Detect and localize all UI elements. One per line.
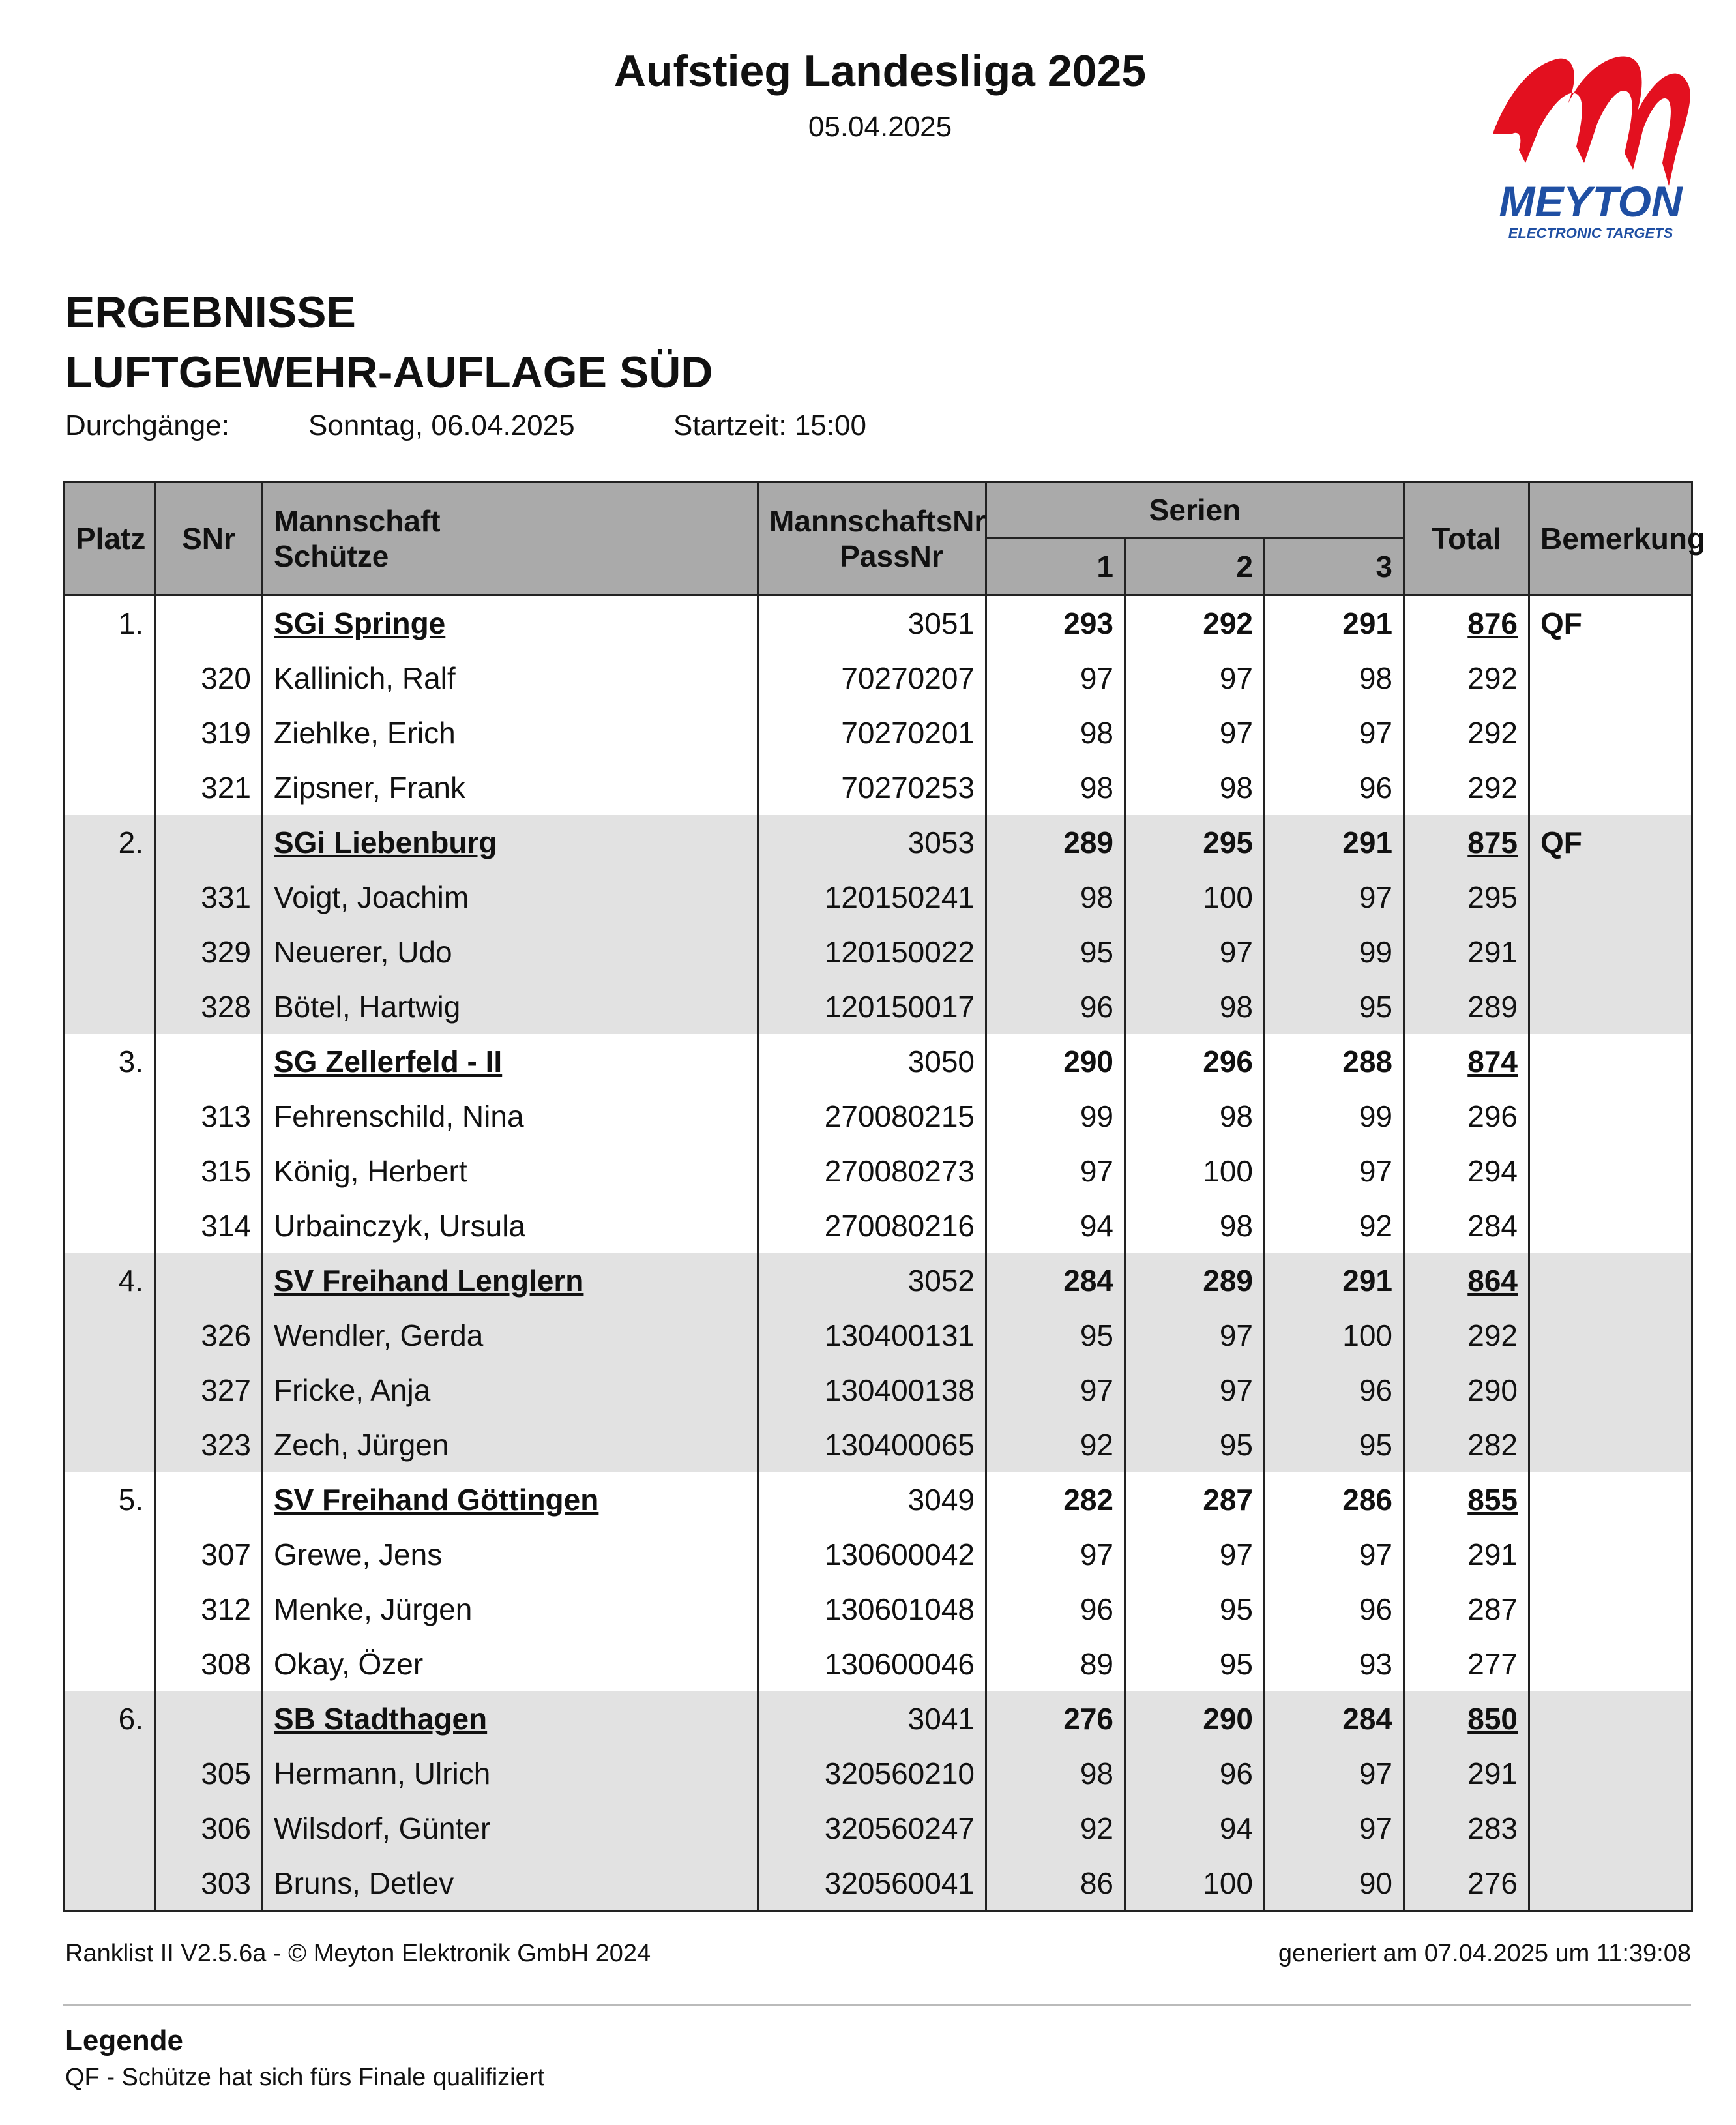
shooter-name: Wendler, Gerda [263, 1308, 758, 1363]
shooter-passnr: 70270207 [758, 651, 986, 706]
team-snr [155, 1034, 263, 1089]
team-total: 874 [1404, 1034, 1529, 1089]
shooter-serie-2: 97 [1125, 925, 1265, 979]
shooter-bemerkung [1529, 870, 1692, 925]
shooter-passnr: 320560041 [758, 1856, 986, 1912]
shooter-name: Hermann, Ulrich [263, 1746, 758, 1801]
shooter-serie-2: 95 [1125, 1418, 1265, 1472]
shooter-row [65, 979, 1692, 1034]
shooter-snr: 306 [155, 1801, 263, 1856]
shooter-snr: 328 [155, 979, 263, 1034]
team-row [65, 815, 1692, 870]
page-title: Aufstieg Landesliga 2025 [613, 46, 1147, 96]
col-mannschaftsnr-label: MannschaftsNr [769, 503, 986, 538]
shooter-total: 294 [1404, 1144, 1529, 1198]
shooter-total: 287 [1404, 1582, 1529, 1637]
page-date: 05.04.2025 [808, 111, 952, 143]
team-name: SGi Springe [263, 595, 758, 651]
col-passnr-label: PassNr [840, 539, 943, 573]
shooter-snr: 331 [155, 870, 263, 925]
shooter-name: Kallinich, Ralf [263, 651, 758, 706]
shooter-total: 292 [1404, 760, 1529, 815]
shooter-serie-1: 98 [986, 706, 1125, 760]
shooter-row [65, 1089, 1692, 1144]
team-serie-1: 293 [986, 595, 1125, 651]
shooter-snr: 329 [155, 925, 263, 979]
shooter-serie-2: 100 [1125, 1856, 1265, 1912]
shooter-serie-2: 98 [1125, 760, 1265, 815]
shooter-platz [65, 1856, 155, 1912]
team-serie-2: 290 [1125, 1691, 1265, 1746]
shooter-row [65, 1418, 1692, 1472]
team-row [65, 595, 1692, 651]
shooter-total: 276 [1404, 1856, 1529, 1912]
team-total: 876 [1404, 595, 1529, 651]
team-platz: 3. [65, 1034, 155, 1089]
shooter-platz [65, 1198, 155, 1253]
shooter-serie-1: 96 [986, 979, 1125, 1034]
shooter-serie-2: 97 [1125, 1363, 1265, 1418]
table-header [65, 482, 1706, 595]
shooter-snr: 313 [155, 1089, 263, 1144]
results-table [63, 481, 1706, 1912]
shooter-passnr: 320560247 [758, 1801, 986, 1856]
team-nr: 3050 [758, 1034, 986, 1089]
shooter-platz [65, 1527, 155, 1582]
shooter-total: 296 [1404, 1089, 1529, 1144]
team-row [65, 1691, 1692, 1746]
team-total: 875 [1404, 815, 1529, 870]
shooter-name: Grewe, Jens [263, 1527, 758, 1582]
shooter-passnr: 130400138 [758, 1363, 986, 1418]
durchgaenge-value: Sonntag, 06.04.2025 [308, 409, 575, 441]
shooter-passnr: 130601048 [758, 1582, 986, 1637]
team-name: SG Zellerfeld - II [263, 1034, 758, 1089]
shooter-serie-3: 97 [1265, 1746, 1404, 1801]
shooter-row [65, 925, 1692, 979]
col-platz: Platz [65, 482, 155, 595]
team-platz: 1. [65, 595, 155, 651]
shooter-serie-1: 94 [986, 1198, 1125, 1253]
shooter-passnr: 270080273 [758, 1144, 986, 1198]
shooter-passnr: 70270253 [758, 760, 986, 815]
shooter-serie-1: 97 [986, 651, 1125, 706]
shooter-bemerkung [1529, 925, 1692, 979]
shooter-snr: 314 [155, 1198, 263, 1253]
meyton-tagline: ELECTRONIC TARGETS [1508, 225, 1673, 241]
legend-title: Legende [65, 2025, 183, 2057]
team-total: 864 [1404, 1253, 1529, 1308]
col-total: Total [1404, 482, 1529, 595]
shooter-snr: 321 [155, 760, 263, 815]
shooter-serie-3: 93 [1265, 1637, 1404, 1691]
shooter-platz [65, 1582, 155, 1637]
footer-divider [63, 2004, 1691, 2006]
team-serie-3: 291 [1265, 595, 1404, 651]
team-snr [155, 1253, 263, 1308]
shooter-snr: 303 [155, 1856, 263, 1912]
team-snr [155, 595, 263, 651]
col-serie-1: 1 [986, 539, 1125, 595]
shooter-serie-2: 96 [1125, 1746, 1265, 1801]
shooter-serie-2: 98 [1125, 979, 1265, 1034]
col-bemerkung: Bemerkung [1529, 482, 1692, 595]
shooter-serie-2: 97 [1125, 651, 1265, 706]
team-bemerkung: QF [1529, 595, 1692, 651]
shooter-total: 277 [1404, 1637, 1529, 1691]
shooter-serie-3: 97 [1265, 706, 1404, 760]
shooter-passnr: 120150241 [758, 870, 986, 925]
team-bemerkung [1529, 1691, 1692, 1746]
shooter-snr: 312 [155, 1582, 263, 1637]
shooter-total: 292 [1404, 651, 1529, 706]
col-mannschaft-label: Mannschaft [274, 503, 441, 538]
team-serie-3: 284 [1265, 1691, 1404, 1746]
shooter-serie-2: 97 [1125, 1308, 1265, 1363]
shooter-serie-3: 96 [1265, 760, 1404, 815]
shooter-serie-1: 97 [986, 1144, 1125, 1198]
shooter-passnr: 320560210 [758, 1746, 986, 1801]
team-serie-1: 289 [986, 815, 1125, 870]
shooter-total: 283 [1404, 1801, 1529, 1856]
team-serie-1: 284 [986, 1253, 1125, 1308]
col-serie-2: 2 [1125, 539, 1265, 595]
startzeit: Startzeit: 15:00 [673, 409, 866, 441]
shooter-serie-2: 98 [1125, 1089, 1265, 1144]
team-name: SV Freihand Göttingen [263, 1472, 758, 1527]
team-bemerkung [1529, 1253, 1692, 1308]
shooter-serie-2: 95 [1125, 1637, 1265, 1691]
shooter-serie-3: 96 [1265, 1363, 1404, 1418]
team-row [65, 1253, 1692, 1308]
shooter-passnr: 130400131 [758, 1308, 986, 1363]
shooter-row [65, 1801, 1692, 1856]
shooter-serie-2: 97 [1125, 706, 1265, 760]
shooter-serie-1: 97 [986, 1527, 1125, 1582]
shooter-name: Okay, Özer [263, 1637, 758, 1691]
shooter-bemerkung [1529, 1089, 1692, 1144]
shooter-bemerkung [1529, 1308, 1692, 1363]
team-platz: 5. [65, 1472, 155, 1527]
meyton-wordmark: MEYTON [1499, 177, 1683, 226]
shooter-total: 292 [1404, 1308, 1529, 1363]
shooter-name: Fehrenschild, Nina [263, 1089, 758, 1144]
col-mannschaft [263, 482, 758, 595]
meyton-m-icon [1493, 57, 1690, 186]
shooter-name: Zipsner, Frank [263, 760, 758, 815]
shooter-name: Neuerer, Udo [263, 925, 758, 979]
team-name: SB Stadthagen [263, 1691, 758, 1746]
heading-discipline: LUFTGEWEHR-AUFLAGE SÜD [65, 348, 713, 397]
shooter-serie-3: 95 [1265, 1418, 1404, 1472]
shooter-platz [65, 760, 155, 815]
shooter-platz [65, 1637, 155, 1691]
shooter-snr: 308 [155, 1637, 263, 1691]
team-serie-3: 286 [1265, 1472, 1404, 1527]
shooter-serie-1: 92 [986, 1801, 1125, 1856]
shooter-serie-1: 98 [986, 1746, 1125, 1801]
team-serie-3: 291 [1265, 815, 1404, 870]
shooter-bemerkung [1529, 1198, 1692, 1253]
shooter-snr: 315 [155, 1144, 263, 1198]
shooter-serie-3: 97 [1265, 870, 1404, 925]
shooter-row [65, 760, 1692, 815]
shooter-row [65, 1144, 1692, 1198]
shooter-row [65, 1527, 1692, 1582]
shooter-passnr: 130400065 [758, 1418, 986, 1472]
shooter-name: Wilsdorf, Günter [263, 1801, 758, 1856]
shooter-serie-3: 97 [1265, 1801, 1404, 1856]
shooter-bemerkung [1529, 1363, 1692, 1418]
shooter-name: König, Herbert [263, 1144, 758, 1198]
shooter-serie-1: 95 [986, 925, 1125, 979]
team-name: SGi Liebenburg [263, 815, 758, 870]
shooter-platz [65, 706, 155, 760]
shooter-passnr: 130600042 [758, 1527, 986, 1582]
col-schuetze-label: Schütze [274, 539, 389, 573]
shooter-serie-2: 94 [1125, 1801, 1265, 1856]
col-serie-3: 3 [1265, 539, 1404, 595]
shooter-name: Menke, Jürgen [263, 1582, 758, 1637]
shooter-platz [65, 651, 155, 706]
shooter-snr: 320 [155, 651, 263, 706]
shooter-total: 295 [1404, 870, 1529, 925]
shooter-serie-1: 99 [986, 1089, 1125, 1144]
team-serie-2: 295 [1125, 815, 1265, 870]
durchgaenge-label: Durchgänge: [65, 409, 229, 441]
shooter-name: Voigt, Joachim [263, 870, 758, 925]
shooter-serie-2: 97 [1125, 1527, 1265, 1582]
shooter-total: 289 [1404, 979, 1529, 1034]
shooter-bemerkung [1529, 760, 1692, 815]
shooter-snr: 307 [155, 1527, 263, 1582]
shooter-total: 291 [1404, 1746, 1529, 1801]
shooter-passnr: 270080216 [758, 1198, 986, 1253]
footer-generated: generiert am 07.04.2025 um 11:39:08 [1278, 1940, 1691, 1967]
shooter-serie-3: 99 [1265, 925, 1404, 979]
col-nr [758, 482, 986, 595]
footer-version: Ranklist II V2.5.6a - © Meyton Elektronik GmbH 2024 [65, 1940, 651, 1967]
shooter-serie-3: 97 [1265, 1527, 1404, 1582]
shooter-snr: 326 [155, 1308, 263, 1363]
shooter-row [65, 1363, 1692, 1418]
shooter-row [65, 1746, 1692, 1801]
shooter-serie-1: 97 [986, 1363, 1125, 1418]
col-serien: Serien [986, 482, 1404, 539]
legend-text: QF - Schütze hat sich fürs Finale qualifiziert [65, 2064, 544, 2091]
shooter-row [65, 706, 1692, 760]
shooter-name: Bötel, Hartwig [263, 979, 758, 1034]
team-row [65, 1472, 1692, 1527]
team-nr: 3052 [758, 1253, 986, 1308]
team-serie-3: 288 [1265, 1034, 1404, 1089]
team-serie-3: 291 [1265, 1253, 1404, 1308]
shooter-platz [65, 1363, 155, 1418]
shooter-platz [65, 979, 155, 1034]
team-nr: 3053 [758, 815, 986, 870]
shooter-bemerkung [1529, 1856, 1692, 1912]
shooter-serie-3: 95 [1265, 979, 1404, 1034]
shooter-serie-3: 100 [1265, 1308, 1404, 1363]
shooter-platz [65, 925, 155, 979]
shooter-serie-2: 100 [1125, 870, 1265, 925]
team-bemerkung [1529, 1034, 1692, 1089]
shooter-serie-1: 98 [986, 870, 1125, 925]
shooter-row [65, 1198, 1692, 1253]
shooter-serie-3: 92 [1265, 1198, 1404, 1253]
shooter-row [65, 1582, 1692, 1637]
shooter-platz [65, 1144, 155, 1198]
shooter-bemerkung [1529, 1637, 1692, 1691]
shooter-row [65, 651, 1692, 706]
shooter-serie-1: 86 [986, 1856, 1125, 1912]
team-bemerkung [1529, 1472, 1692, 1527]
shooter-serie-1: 92 [986, 1418, 1125, 1472]
shooter-row [65, 1856, 1692, 1912]
shooter-serie-1: 89 [986, 1637, 1125, 1691]
shooter-total: 292 [1404, 706, 1529, 760]
team-serie-2: 296 [1125, 1034, 1265, 1089]
shooter-snr: 319 [155, 706, 263, 760]
team-serie-1: 276 [986, 1691, 1125, 1746]
team-row [65, 1034, 1692, 1089]
team-serie-2: 287 [1125, 1472, 1265, 1527]
shooter-snr: 327 [155, 1363, 263, 1418]
team-serie-1: 282 [986, 1472, 1125, 1527]
shooter-bemerkung [1529, 1582, 1692, 1637]
shooter-platz [65, 870, 155, 925]
shooter-name: Urbainczyk, Ursula [263, 1198, 758, 1253]
shooter-platz [65, 1089, 155, 1144]
shooter-row [65, 1308, 1692, 1363]
shooter-snr: 305 [155, 1746, 263, 1801]
team-total: 850 [1404, 1691, 1529, 1746]
shooter-total: 291 [1404, 925, 1529, 979]
team-snr [155, 815, 263, 870]
shooter-passnr: 70270201 [758, 706, 986, 760]
shooter-bemerkung [1529, 1527, 1692, 1582]
team-serie-2: 289 [1125, 1253, 1265, 1308]
meyton-logo [1480, 39, 1701, 248]
shooter-total: 290 [1404, 1363, 1529, 1418]
shooter-total: 284 [1404, 1198, 1529, 1253]
shooter-serie-3: 99 [1265, 1089, 1404, 1144]
shooter-name: Bruns, Detlev [263, 1856, 758, 1912]
shooter-passnr: 120150022 [758, 925, 986, 979]
team-serie-1: 290 [986, 1034, 1125, 1089]
team-platz: 2. [65, 815, 155, 870]
shooter-serie-3: 90 [1265, 1856, 1404, 1912]
shooter-bemerkung [1529, 1418, 1692, 1472]
shooter-name: Ziehlke, Erich [263, 706, 758, 760]
shooter-serie-2: 98 [1125, 1198, 1265, 1253]
shooter-passnr: 270080215 [758, 1089, 986, 1144]
shooter-platz [65, 1418, 155, 1472]
shooter-bemerkung [1529, 651, 1692, 706]
shooter-passnr: 130600046 [758, 1637, 986, 1691]
heading-ergebnisse: ERGEBNISSE [65, 288, 356, 337]
shooter-serie-3: 98 [1265, 651, 1404, 706]
team-snr [155, 1691, 263, 1746]
shooter-passnr: 120150017 [758, 979, 986, 1034]
team-total: 855 [1404, 1472, 1529, 1527]
table-body [65, 595, 1692, 1912]
shooter-serie-2: 100 [1125, 1144, 1265, 1198]
shooter-serie-1: 95 [986, 1308, 1125, 1363]
shooter-bemerkung [1529, 706, 1692, 760]
shooter-name: Fricke, Anja [263, 1363, 758, 1418]
shooter-platz [65, 1308, 155, 1363]
shooter-bemerkung [1529, 979, 1692, 1034]
shooter-platz [65, 1746, 155, 1801]
team-nr: 3049 [758, 1472, 986, 1527]
team-name: SV Freihand Lenglern [263, 1253, 758, 1308]
shooter-serie-3: 97 [1265, 1144, 1404, 1198]
shooter-name: Zech, Jürgen [263, 1418, 758, 1472]
shooter-total: 291 [1404, 1527, 1529, 1582]
team-snr [155, 1472, 263, 1527]
shooter-total: 282 [1404, 1418, 1529, 1472]
shooter-bemerkung [1529, 1144, 1692, 1198]
shooter-platz [65, 1801, 155, 1856]
shooter-serie-2: 95 [1125, 1582, 1265, 1637]
team-nr: 3051 [758, 595, 986, 651]
team-serie-2: 292 [1125, 595, 1265, 651]
team-platz: 4. [65, 1253, 155, 1308]
shooter-snr: 323 [155, 1418, 263, 1472]
shooter-serie-1: 98 [986, 760, 1125, 815]
team-nr: 3041 [758, 1691, 986, 1746]
shooter-bemerkung [1529, 1746, 1692, 1801]
team-bemerkung: QF [1529, 815, 1692, 870]
col-snr: SNr [155, 482, 263, 595]
team-platz: 6. [65, 1691, 155, 1746]
shooter-row [65, 1637, 1692, 1691]
shooter-serie-3: 96 [1265, 1582, 1404, 1637]
shooter-row [65, 870, 1692, 925]
shooter-bemerkung [1529, 1801, 1692, 1856]
shooter-serie-1: 96 [986, 1582, 1125, 1637]
